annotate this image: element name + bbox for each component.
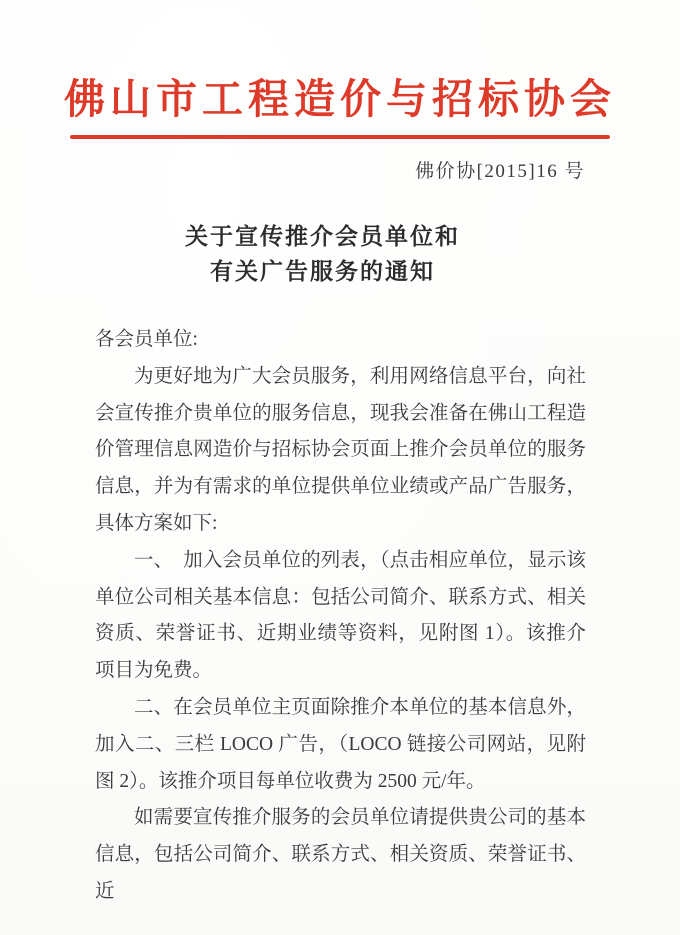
doc-number: 佛价协[2015]16 号 bbox=[415, 161, 585, 182]
paragraph-closing: 如需要宣传推介服务的会员单位请提供贵公司的基本信息，包括公司简介、联系方式、相关资质、荣誉证书、近 bbox=[95, 807, 586, 902]
paragraph-item-2: 二、在会员单位主页面除推介本单位的基本信息外，加入二、三栏 LOCO 广告，（LOCO 链接公司网站，见附图 2）。该推介项目每单位收费为 2500 元/年。 bbox=[95, 696, 586, 792]
notice-title-line2: 有关广告服务的通知 bbox=[210, 259, 435, 284]
notice-title bbox=[0, 219, 645, 289]
notice-body bbox=[95, 322, 586, 911]
paragraph-intro: 为更好地为广大会员服务，利用网络信息平台，向社会宣传推介贵单位的服务信息，现我会准备在佛山工程造价管理信息网造价与招标协会页面上推介会员单位的服务信息，并为有需求的单位提供单位业绩或产品广告服务，具体方案如下: bbox=[95, 365, 586, 534]
paragraph-item-1: 一、 加入会员单位的列表，（点击相应单位，显示该单位公司相关基本信息：包括公司简介、联系方式、相关资质、荣誉证书、近期业绩等资料，见附图 1）。该推介项目为免费。 bbox=[95, 549, 586, 682]
notice-title-line1: 关于宣传推介会员单位和 bbox=[185, 224, 460, 249]
org-name-heading: 佛山市工程造价与招标协会 bbox=[64, 76, 616, 122]
salutation: 各会员单位: bbox=[95, 329, 198, 350]
red-divider bbox=[70, 135, 610, 139]
